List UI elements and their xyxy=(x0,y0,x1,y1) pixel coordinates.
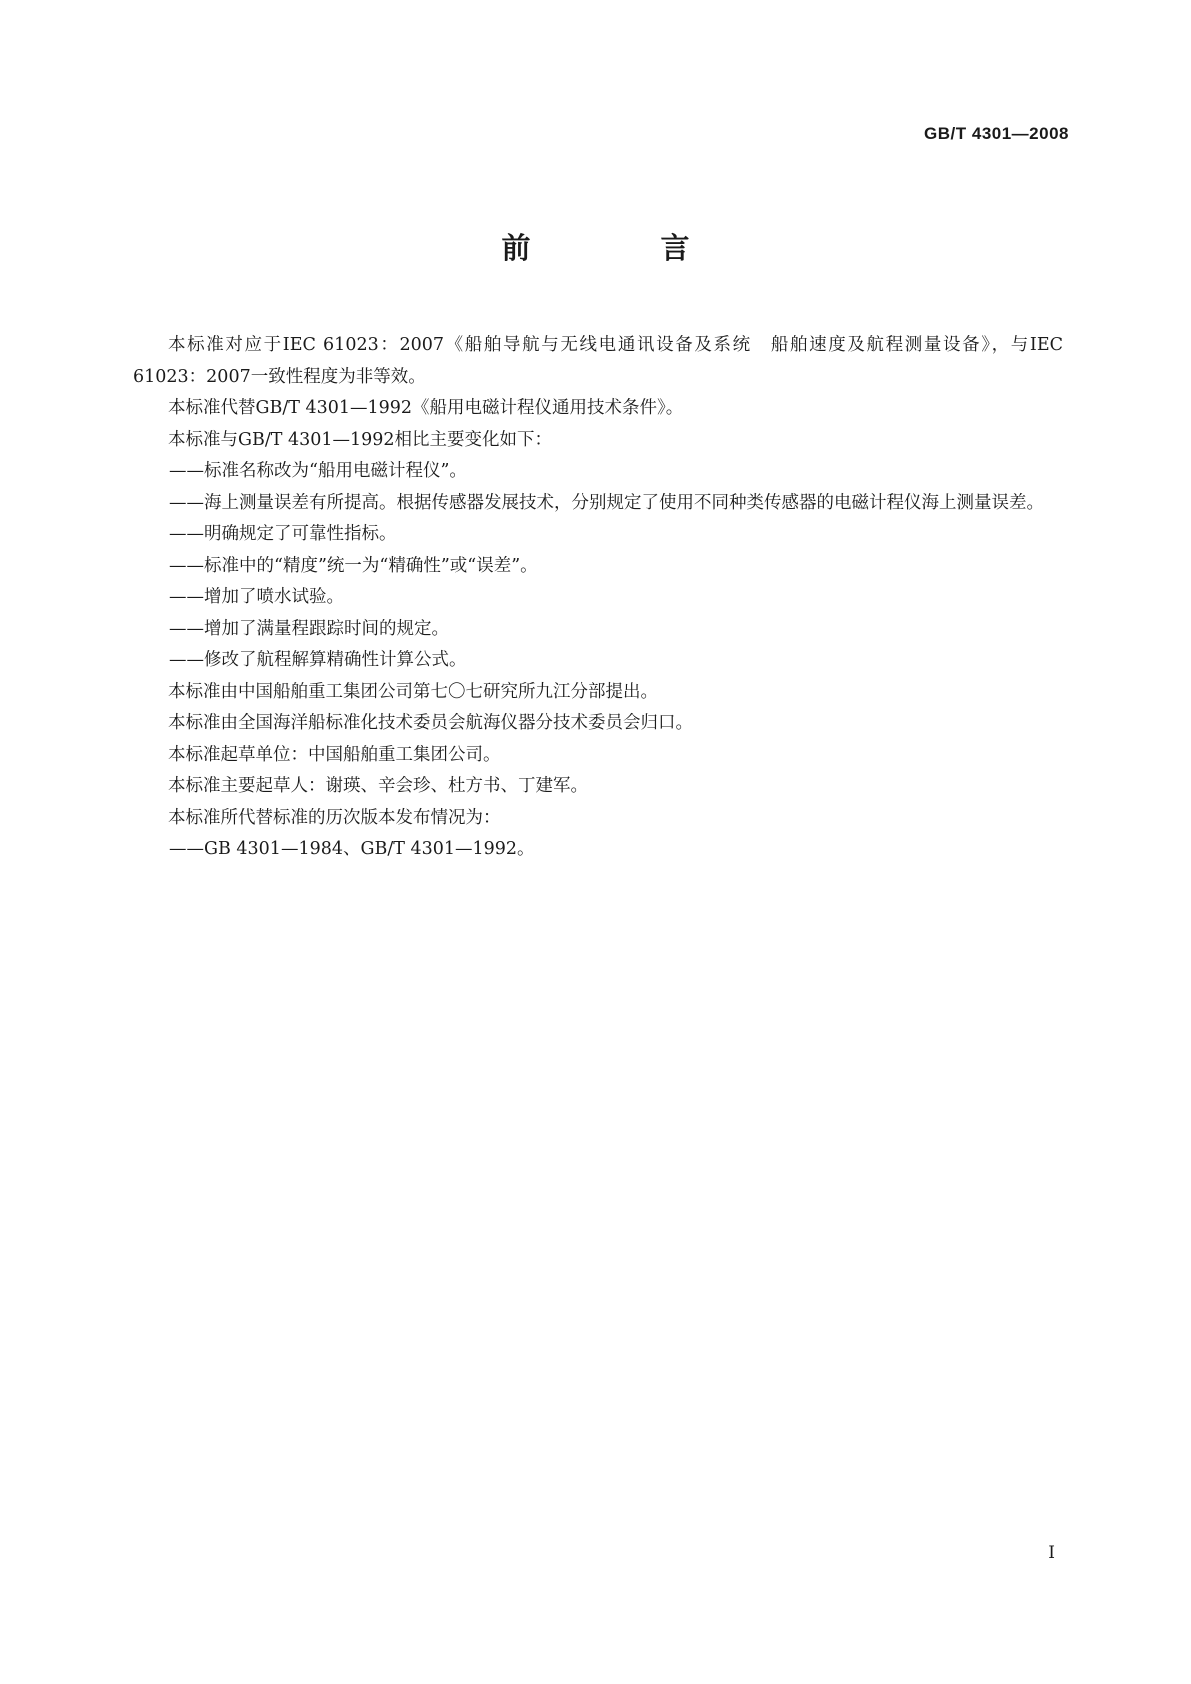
paragraph-history-intro: 本标准所代替标准的历次版本发布情况为： xyxy=(168,807,501,828)
list-item: ——海上测量误差有所提高。根据传感器发展技术，分别规定了使用不同种类传感器的电磁计程仪海上测量误差。 xyxy=(169,492,1044,513)
paragraph-drafters: 本标准主要起草人：谢瑛、辛会珍、杜方书、丁建军。 xyxy=(168,776,588,796)
document-body xyxy=(133,330,1063,866)
list-item: ——标准中的“精度”统一为“精确性”或“误差”。 xyxy=(169,555,538,576)
paragraph-centralized: 本标准由全国海洋船标准化技术委员会航海仪器分技术委员会归口。 xyxy=(168,713,693,733)
list-item: ——增加了满量程跟踪时间的规定。 xyxy=(169,618,449,639)
standard-code: GB/T 4301—2008 xyxy=(924,124,1069,143)
list-item: ——增加了喷水试验。 xyxy=(169,587,344,607)
changes-list xyxy=(133,456,1063,677)
paragraph-changes-intro: 本标准与GB/T 4301—1992相比主要变化如下： xyxy=(168,429,553,450)
list-item: ——标准名称改为“船用电磁计程仪”。 xyxy=(169,461,467,481)
list-item: ——明确规定了可靠性指标。 xyxy=(169,524,397,544)
paragraph-replaces: 本标准代替GB/T 4301—1992《船用电磁计程仪通用技术条件》。 xyxy=(168,398,684,418)
paragraph-proposer: 本标准由中国船舶重工集团公司第七〇七研究所九江分部提出。 xyxy=(168,681,658,702)
paragraph-drafting-unit: 本标准起草单位：中国船舶重工集团公司。 xyxy=(168,744,501,765)
paragraph-correspondence: 本标准对应于IEC 61023：2007《船舶导航与无线电通讯设备及系统 船舶速度及航程测量设备》，与IEC 61023：2007一致性程度为非等效。 xyxy=(133,335,1063,387)
list-item: ——修改了航程解算精确性计算公式。 xyxy=(169,650,467,670)
list-item: ——GB 4301—1984、GB/T 4301—1992。 xyxy=(169,839,535,859)
history-list xyxy=(133,834,1063,866)
page-title: 前 言 xyxy=(501,231,750,265)
page-number: I xyxy=(1048,1543,1055,1563)
